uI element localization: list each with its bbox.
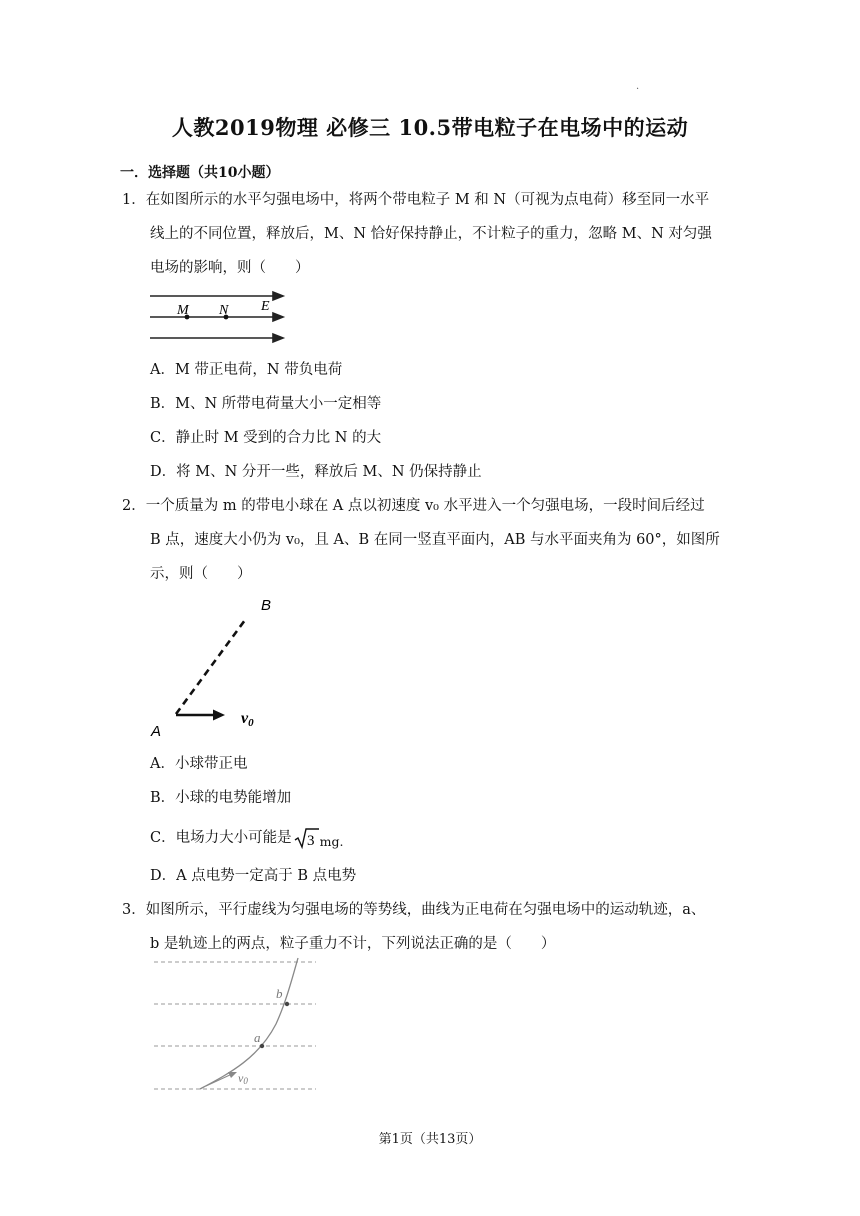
header-mark: · [636,84,640,95]
q3-trajectory-curve [200,958,298,1089]
q2-option-c-radicand: 3 [306,833,315,849]
sqrt-symbol [294,826,320,850]
page-footer: 第1页（共13页） [378,1132,482,1147]
q1-stem-line1: 1．在如图所示的水平匀强电场中，将两个带电粒子 M 和 N（可视为点电荷）移至同一水平 [122,192,710,208]
q2-label-a: A [151,723,162,740]
q2-option-c-prefix: C．电场力大小可能是 [150,830,292,846]
q2-label-b: B [261,597,272,614]
q2-option-a: A．小球带正电 [150,756,248,772]
q1-label-n: N [219,303,229,318]
q1-label-e: E [261,299,270,314]
q3-stem-line1: 3．如图所示，平行虚线为匀强电场的等势线，曲线为正电荷在匀强电场中的运动轨迹，a、 [122,902,706,918]
q2-stem-line3: 示，则（ ） [150,566,252,582]
q3-label-a: a [254,1030,261,1045]
q1-option-d: D．将 M、N 分开一些，释放后 M、N 仍保持静止 [150,464,482,480]
q3-equipotential-figure [148,954,323,1099]
section-heading: 一．选择题（共10小题） [120,165,280,181]
q2-option-c [150,826,343,852]
q2-stem-line1: 2．一个质量为 m 的带电小球在 A 点以初速度 v₀ 水平进入一个匀强电场，一段时间后经过 [122,498,705,514]
q2-option-b: B．小球的电势能增加 [150,790,292,806]
q2-ab-dashed-line [176,620,245,714]
q1-option-c: C．静止时 M 受到的合力比 N 的大 [150,430,382,446]
q1-label-m: M [177,303,189,318]
q2-trajectory-figure [145,592,275,742]
q3-point-b [285,1002,289,1006]
q2-label-v0: v0 [241,710,254,729]
q3-label-b: b [276,986,283,1001]
q2-option-d: D．A 点电势一定高于 B 点电势 [150,868,357,884]
q2-option-c-suffix: mg. [319,834,344,849]
q2-stem-line2: B 点，速度大小仍为 v₀，且 A、B 在同一竖直平面内，AB 与水平面夹角为 60°，如图所 [150,532,720,548]
q1-option-b: B．M、N 所带电荷量大小一定相等 [150,396,382,412]
q1-stem-line3: 电场的影响，则（ ） [150,260,310,276]
q1-stem-line2: 线上的不同位置，释放后，M、N 恰好保持静止，不计粒子的重力，忽略 M、N 对匀强 [150,226,712,242]
q3-label-v0: v0 [238,1071,248,1086]
q1-option-a: A．M 带正电荷，N 带负电荷 [150,362,343,378]
page-title: 人教2019物理 必修三 10.5带电粒子在电场中的运动 [171,115,689,140]
q1-field-figure [145,286,290,348]
q3-stem-line2: b 是轨迹上的两点，粒子重力不计，下列说法正确的是（ ） [150,936,556,952]
q3-velocity-arrow [206,1074,232,1086]
